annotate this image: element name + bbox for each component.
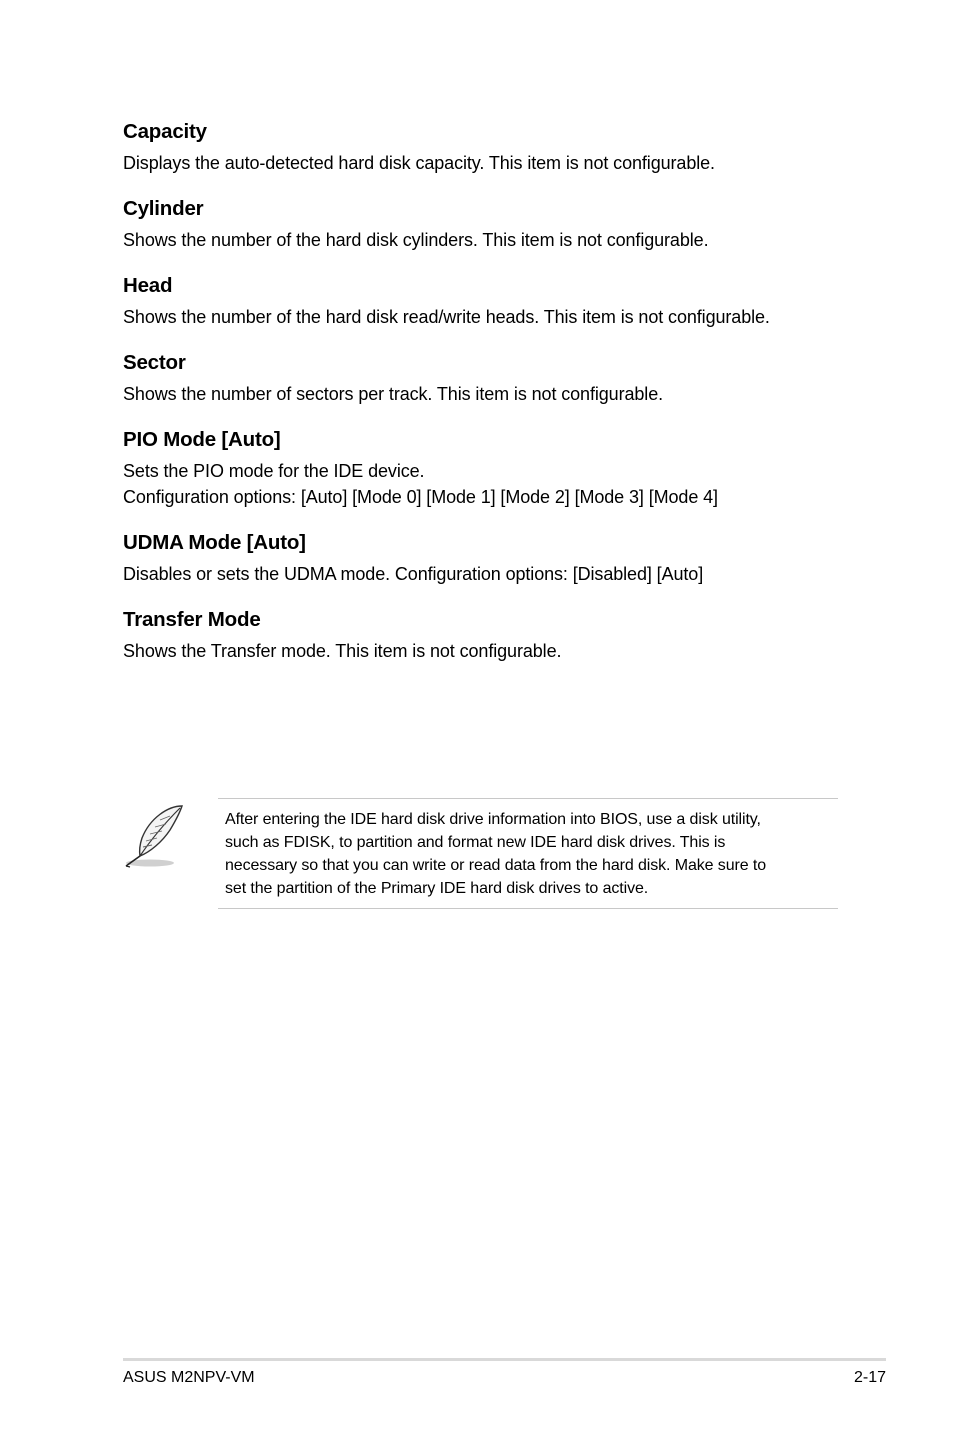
section-heading: Transfer Mode [123,608,261,631]
document-body [123,118,843,683]
section-description: Sets the PIO mode for the IDE device. [123,461,425,481]
note-text-box [218,798,838,909]
footer-product-name: ASUS M2NPV-VM [123,1369,255,1386]
section-pio-mode [123,426,843,510]
note-line: After entering the IDE hard disk drive information into BIOS, use a disk utility, [225,811,761,828]
section-description: Shows the Transfer mode. This item is not configurable. [123,641,562,661]
section-sector [123,349,843,407]
section-capacity [123,118,843,176]
section-heading: Capacity [123,120,207,143]
section-heading: Sector [123,351,186,374]
section-description: Shows the number of sectors per track. This item is not configurable. [123,384,664,404]
section-heading: UDMA Mode [Auto] [123,531,306,554]
section-heading: Head [123,274,173,297]
footer-divider [123,1358,886,1361]
section-description: Shows the number of the hard disk cylinders. This item is not configurable. [123,230,709,250]
section-description: Displays the auto-detected hard disk capacity. This item is not configurable. [123,153,715,173]
footer-page-number: 2-17 [853,1369,886,1386]
section-heading: PIO Mode [Auto] [123,428,281,451]
section-transfer-mode [123,606,843,664]
section-options: Configuration options: [Auto] [Mode 0] [Mode 1] [Mode 2] [Mode 3] [Mode 4] [123,487,718,507]
section-udma-mode [123,529,843,587]
feather-pen-icon [120,800,188,872]
note-line: set the partition of the Primary IDE hard disk drives to active. [225,880,649,897]
note-callout [118,798,838,910]
section-head [123,272,843,330]
note-line: such as FDISK, to partition and format new IDE hard disk drives. This is [225,834,726,851]
note-line: necessary so that you can write or read data from the hard disk. Make sure to [225,857,767,874]
section-cylinder [123,195,843,253]
section-description: Shows the number of the hard disk read/write heads. This item is not configurable. [123,307,770,327]
section-description: Disables or sets the UDMA mode. Configuration options: [Disabled] [Auto] [123,564,704,584]
section-heading: Cylinder [123,197,204,220]
